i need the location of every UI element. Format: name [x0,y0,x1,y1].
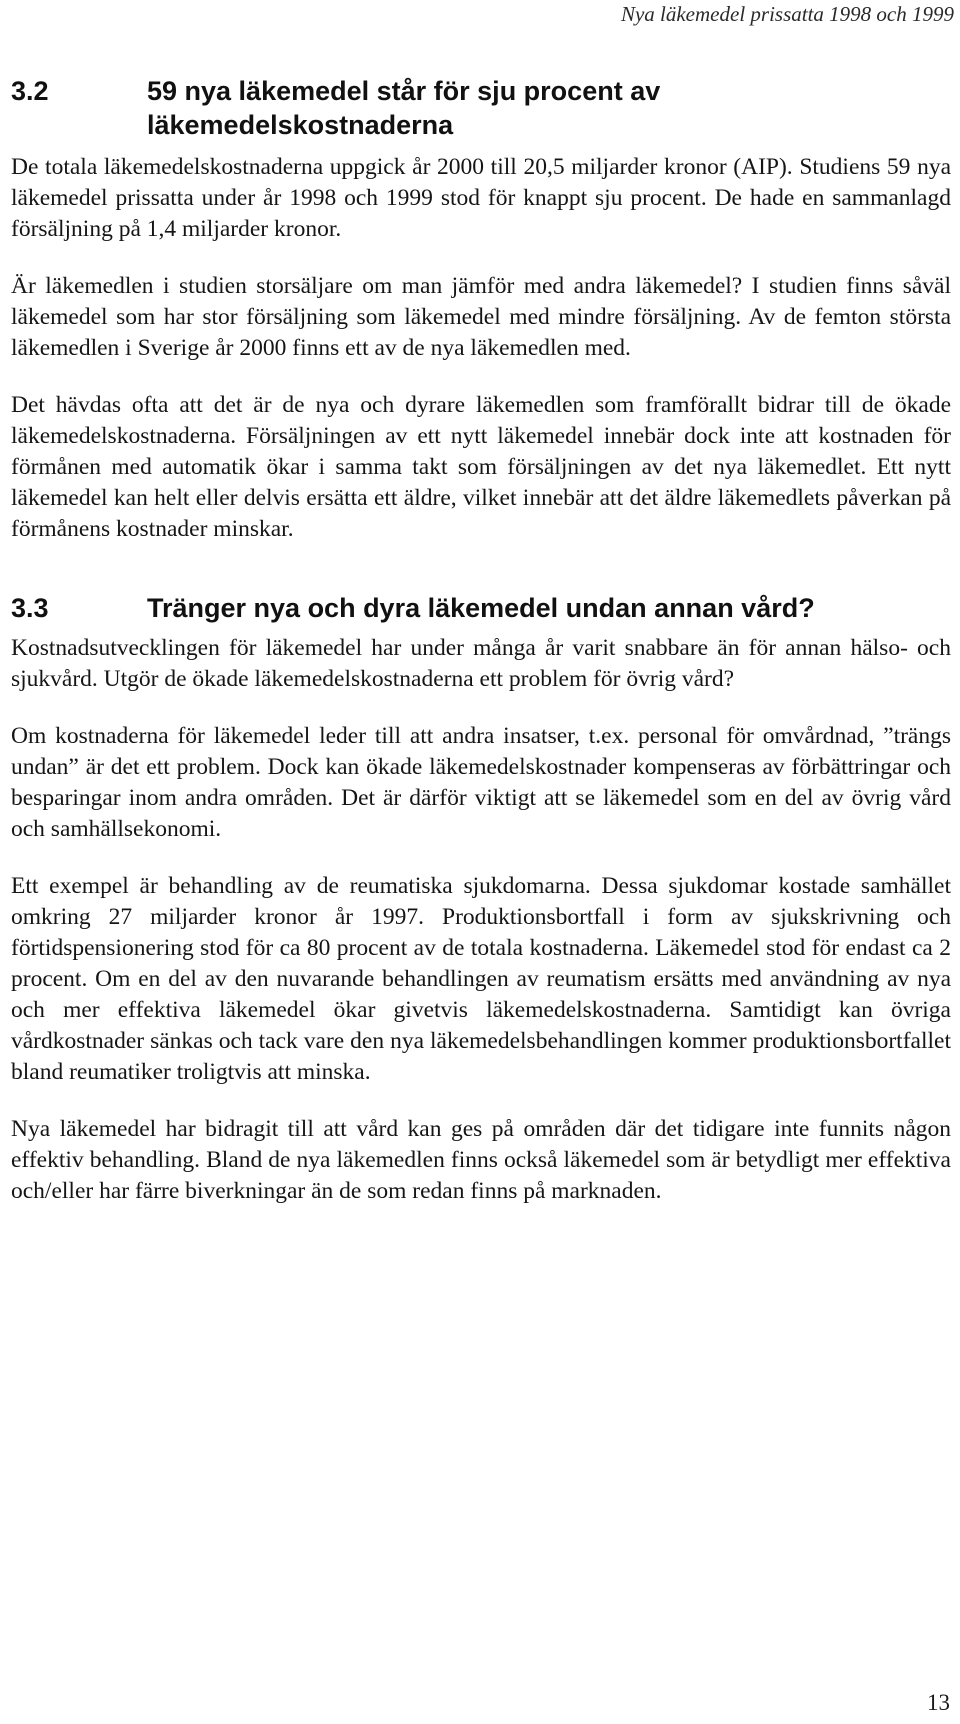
paragraph: Är läkemedlen i studien storsäljare om man jämför med andra läkemedel? I studien finns såväl läkemedel som har stor försäljning som läkemedel med mindre försäljning. Av de femton största läkemedlen i Sverige år 2000 finns ett av de nya läkemedlen med. [11,273,951,361]
page-number: 13 [927,1690,950,1715]
section-number: 3.3 [11,593,49,623]
section-number: 3.2 [11,76,49,106]
paragraph: Ett exempel är behandling av de reumatiska sjukdomarna. Dessa sjukdomar kostade samhället omkring 27 miljarder kronor år 1997. Produktionsbortfall i form av sjukskrivning och förtidspensionering stod för ca 80 procent av de totala kostnaderna. Läkemedel stod för endast ca 2 procent. Om en del av den nuvarande behandlingen av reumatism ersätts med användning av nya och mer effektiva läkemedel ökar givetvis läkemedelskostnaderna. Samtidigt kan övriga vårdkostnader sänkas och tack vare den nya läkemedelsbehandlingen kommer produktionsbortfallet bland reumatiker troligtvis att minska. [11,873,951,1085]
section-title: Tränger nya och dyra läkemedel undan annan vård? [147,593,815,623]
page-content [11,74,951,1207]
paragraph: Kostnadsutvecklingen för läkemedel har under många år varit snabbare än för annan hälso- och sjukvård. Utgör de ökade läkemedelskostnaderna ett problem för övrig vård? [11,635,951,692]
paragraph: Det hävdas ofta att det är de nya och dyrare läkemedlen som framförallt bidrar till de ökade läkemedelskostnaderna. Försäljningen av ett nytt läkemedel innebär dock inte att kostnaden för förmånen med automatik ökar i samma takt som försäljningen av det nya läkemedlet. Ett nytt läkemedel kan helt eller delvis ersätta ett äldre, vilket innebär att det äldre läkemedlets påverkan på förmånens kostnader minskar. [11,392,951,542]
running-header: Nya läkemedel prissatta 1998 och 1999 [620,2,954,26]
section-heading-3-3 [11,591,951,625]
paragraph: De totala läkemedelskostnaderna uppgick år 2000 till 20,5 miljarder kronor (AIP). Studiens 59 nya läkemedel prissatta under år 1998 och 1999 stod för knappt sju procent. De hade en sammanlagd försäljning på 1,4 miljarder kronor. [11,154,951,242]
paragraph: Om kostnaderna för läkemedel leder till att andra insatser, t.ex. personal för omvårdnad, ”trängs undan” är det ett problem. Dock kan ökade läkemedelskostnader kompenseras av förbättringar och besparingar inom andra områden. Det är därför viktigt att se läkemedel som en del av övrig vård och samhällsekonomi. [11,723,951,842]
section-title: 59 nya läkemedel står för sju procent av läkemedelskostnaderna [147,76,661,140]
paragraph: Nya läkemedel har bidragit till att vård kan ges på områden där det tidigare inte funnits någon effektiv behandling. Bland de nya läkemedlen finns också läkemedel som är betydligt mer effektiva och/eller har färre biverkningar än de som redan finns på marknaden. [11,1116,951,1204]
section-heading-3-2 [11,74,951,142]
